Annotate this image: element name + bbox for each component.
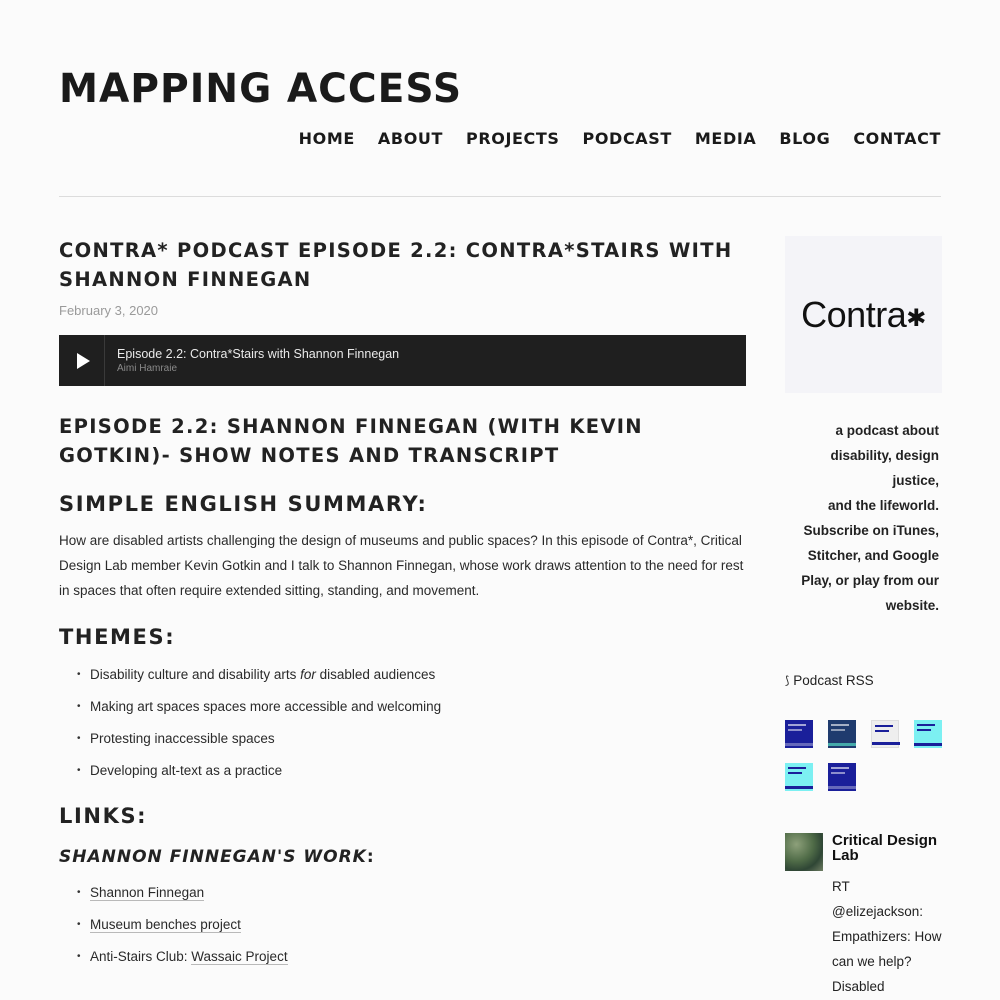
rss-icon: ⟆ [785,675,790,687]
list-item: • Making art spaces spaces more accessible and welcoming [90,691,749,723]
podcast-rss-link[interactable]: ⟆ Podcast RSS [785,673,874,688]
summary-text: How are disabled artists challenging the design of museums and public spaces? In this episode of Contra*, Critical Design Lab member Kevin Gotkin and I talk to Shannon Finnegan, whose work draws attention to the need for rest in spaces that often require extended sitting, standing, and movement. [59,533,744,598]
twitter-account-name[interactable]: Critical Design Lab [832,832,938,864]
list-item [90,877,749,909]
themes-heading: THEMES: [59,625,176,649]
nav-media[interactable]: MEDIA [694,129,757,148]
thumbnail[interactable] [871,720,899,748]
podcast-blurb: a podcast about disability, design justice, and the lifeworld. Subscribe on iTunes, Stitcher, and Google Play, or play from our website. [801,423,939,613]
play-icon [77,353,90,369]
show-notes-heading: EPISODE 2.2: SHANNON FINNEGAN (WITH KEVIN GOTKIN)- SHOW NOTES AND TRANSCRIPT [59,415,643,467]
post-date: February 3, 2020 [59,303,159,318]
post-title: CONTRA* PODCAST EPISODE 2.2: CONTRA*STAIRS WITH SHANNON FINNEGAN [59,239,733,291]
themes-list [59,659,749,787]
link-museum-benches[interactable]: Museum benches project [90,917,241,932]
thumbnail[interactable] [785,763,813,791]
list-item: • Protesting inaccessible spaces [90,723,749,755]
link-shannon-finnegan[interactable]: Shannon Finnegan [90,885,205,900]
nav-home[interactable]: HOME [298,129,355,148]
player-author: Aimi Hamraie [117,363,178,374]
list-item: • Disability culture and disability arts for disabled audiences [90,659,749,691]
link-wassaic-project[interactable]: Wassaic Project [191,949,288,964]
avatar[interactable] [785,833,823,871]
main-nav [299,129,941,148]
links-heading: LINKS: [59,804,148,828]
list-item: • Developing alt-text as a practice [90,755,749,787]
asterisk-icon: ✱ [906,304,926,332]
player-track-title: Episode 2.2: Contra*Stairs with Shannon Finnegan [117,347,400,361]
main-content [59,236,749,973]
thumbnail[interactable] [914,720,942,748]
summary-heading: SIMPLE ENGLISH SUMMARY: [59,492,428,516]
header-divider [59,196,941,197]
nav-podcast[interactable]: PODCAST [582,129,672,148]
site-title[interactable]: MAPPING ACCESS [59,66,463,112]
nav-blog[interactable]: BLOG [779,129,831,148]
player-info [117,347,399,374]
play-button[interactable] [59,335,105,386]
links-list [59,877,749,973]
contra-wordmark: Contra✱ [801,293,926,335]
sidebar [785,236,942,994]
contra-logo[interactable] [785,236,942,393]
tweet-text: RT @elizejackson: Empathizers: How can we help? Disabled [832,879,942,994]
audio-player [59,335,746,386]
nav-contact[interactable]: CONTACT [853,129,941,148]
thumbnail[interactable] [785,720,813,748]
list-item [90,909,749,941]
thumbnail[interactable] [828,720,856,748]
nav-about[interactable]: ABOUT [377,129,444,148]
list-item: • Anti-Stairs Club: Wassaic Project [90,941,749,973]
nav-projects[interactable]: PROJECTS [466,129,560,148]
thumbnail[interactable] [828,763,856,791]
work-heading: SHANNON FINNEGAN'S WORK: [59,847,375,867]
